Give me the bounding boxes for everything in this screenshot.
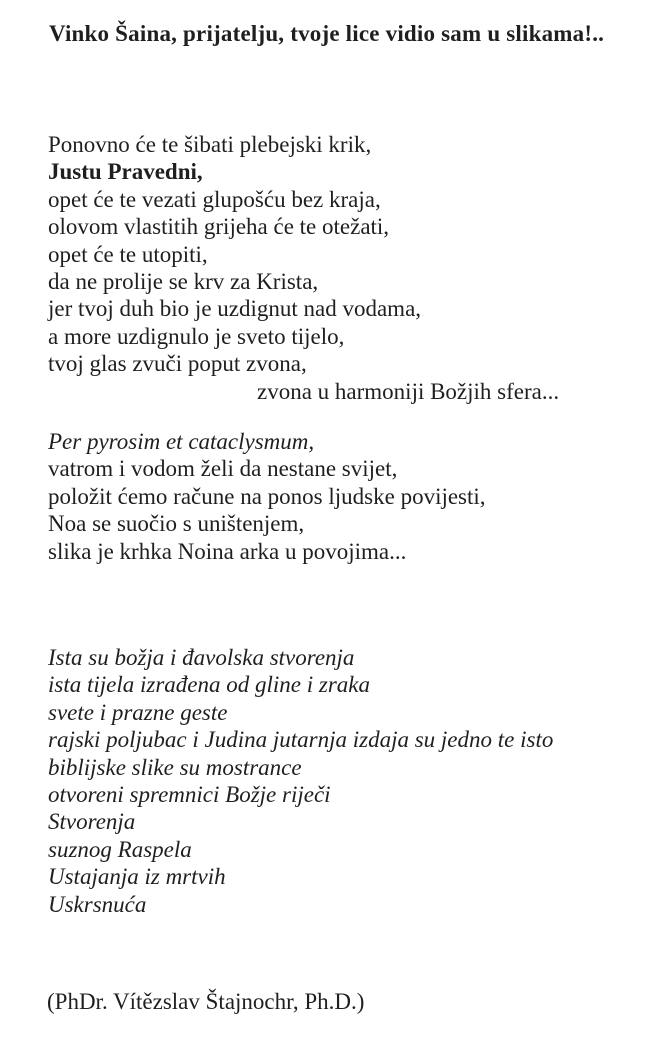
poem-line: biblijske slike su mostrance (48, 754, 302, 780)
poem-line: otvoreni spremnici Božje riječi (48, 782, 331, 808)
stanza-2 (48, 428, 486, 565)
poem-line: suznog Raspela (48, 836, 192, 862)
poem-line: opet će te utopiti, (48, 241, 208, 267)
poem-line-dedication: Justu Pravedni, (48, 159, 203, 185)
poem-line-latin: Per pyrosim et cataclysmum, (48, 429, 315, 454)
author-signature: (PhDr. Vítězslav Štajnochr, Ph.D.) (47, 989, 365, 1014)
poem-line: da ne prolije se krv za Krista, (48, 269, 319, 295)
poem-line: svete i prazne geste (48, 699, 228, 725)
poem-line: vatrom i vodom želi da nestane svijet, (48, 456, 398, 482)
stanza-1 (48, 131, 559, 405)
poem-line: ista tijela izrađena od gline i zraka (48, 672, 370, 698)
poem-line: Noa se suočio s uništenjem, (48, 511, 305, 537)
poem-line: Ponovno će te šibati plebejski krik, (48, 132, 372, 157)
poem-line-indented: zvona u harmoniji Božjih sfera... (257, 378, 560, 404)
poem-title: Vinko Šaina, prijatelju, tvoje lice vidio sam u slikama!.. (49, 21, 605, 46)
poem-line: olovom vlastitih grijeha će te otežati, (48, 214, 390, 240)
poem-line: slika je krhka Noina arka u povojima... (48, 538, 407, 564)
stanza-3 (48, 644, 553, 918)
poem-line: opet će te vezati glupošću bez kraja, (48, 186, 381, 212)
poem-line: Ista su božja i đavolska stvorenja (48, 645, 355, 670)
poem-line: Ustajanja iz mrtvih (48, 864, 226, 890)
poem-line: a more uzdignulo je sveto tijelo, (48, 323, 345, 349)
poem-line: tvoj glas zvuči poput zvona, (48, 351, 307, 377)
poem-line: položit ćemo račune na ponos ljudske povijesti, (48, 483, 486, 509)
poem-line: jer tvoj duh bio je uzdignut nad vodama, (48, 296, 422, 322)
poem-line: Stvorenja (48, 809, 136, 835)
poem-line: rajski poljubac i Judina jutarnja izdaja su jedno te isto (48, 727, 554, 753)
poem-line: Uskrsnuća (48, 891, 147, 917)
